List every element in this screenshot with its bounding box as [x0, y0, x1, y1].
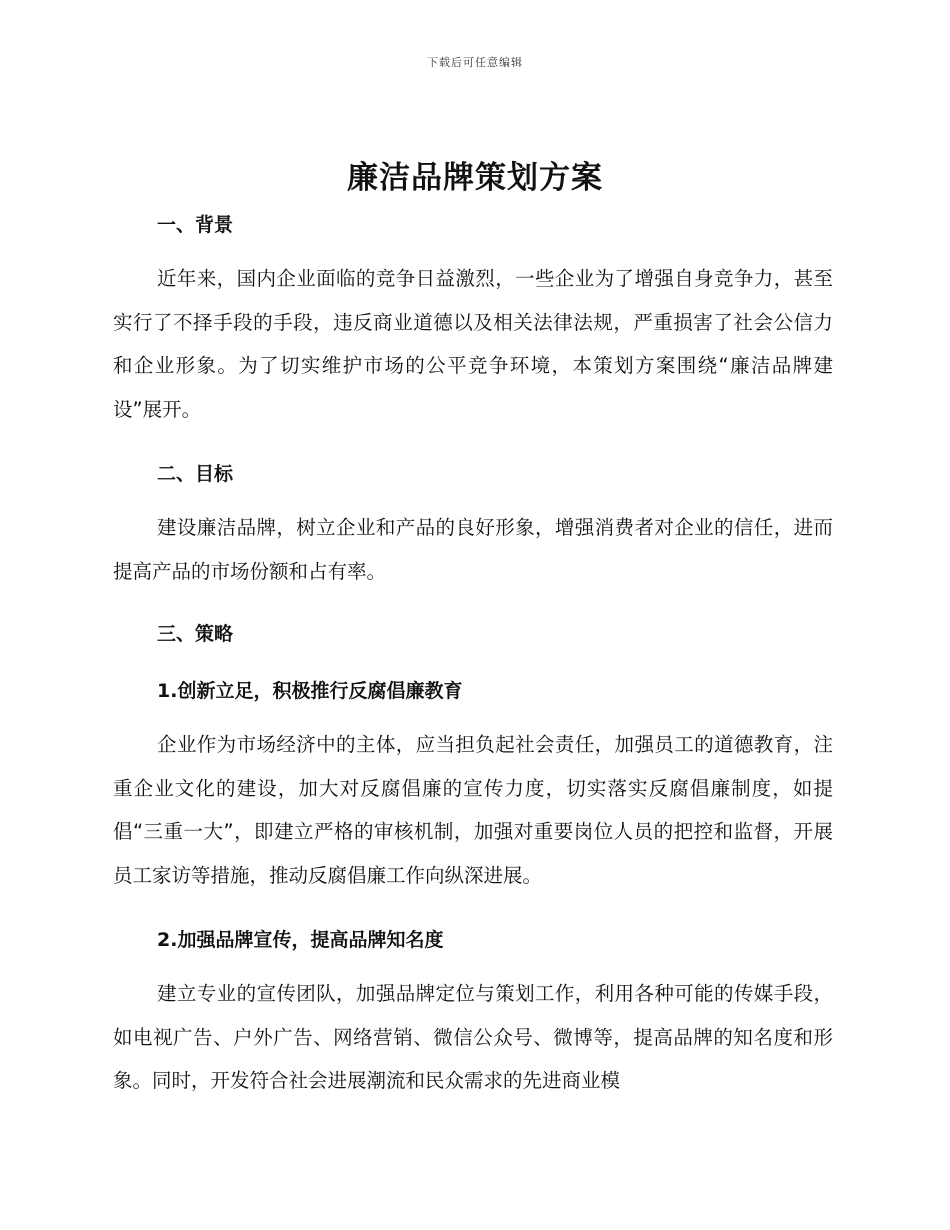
section-heading-goal: 二、目标	[157, 463, 234, 485]
section-heading-background: 一、背景	[157, 214, 234, 236]
paragraph-background: 近年来，国内企业面临的竞争日益激烈，一些企业为了增强自身竞争力，甚至实行了不择手段的手段，违反商业道德以及相关法律法规，严重损害了社会公信力和企业形象。为了切实维护市场的公平竞争环境，本策划方案围绕“廉洁品牌建设”展开。	[113, 267, 833, 421]
paragraph-brand-promotion: 建立专业的宣传团队，加强品牌定位与策划工作，利用各种可能的传媒手段，如电视广告、户外广告、网络营销、微信公众号、微博等，提高品牌的知名度和形象。同时，开发符合社会进展潮流和民众需求的先进商业模	[113, 982, 833, 1092]
section-heading-strategy: 三、策略	[157, 623, 234, 645]
subsection-heading-brand-promotion: 2.加强品牌宣传，提高品牌知名度	[157, 929, 444, 951]
paragraph-anticorruption: 企业作为市场经济中的主体，应当担负起社会责任，加强员工的道德教育，注重企业文化的建设，加大对反腐倡廉的宣传力度，切实落实反腐倡廉制度，如提倡“三重一大”，即建立严格的审核机制，加强对重要岗位人员的把控和监督，开展员工家访等措施，推动反腐倡廉工作向纵深进展。	[113, 733, 833, 887]
document-title: 廉洁品牌策划方案	[347, 160, 603, 196]
header-note: 下载后可任意编辑	[427, 56, 523, 69]
subsection-heading-anticorruption: 1.创新立足，积极推行反腐倡廉教育	[157, 680, 463, 702]
paragraph-goal: 建设廉洁品牌，树立企业和产品的良好形象，增强消费者对企业的信任，进而提高产品的市场份额和占有率。	[113, 516, 833, 583]
